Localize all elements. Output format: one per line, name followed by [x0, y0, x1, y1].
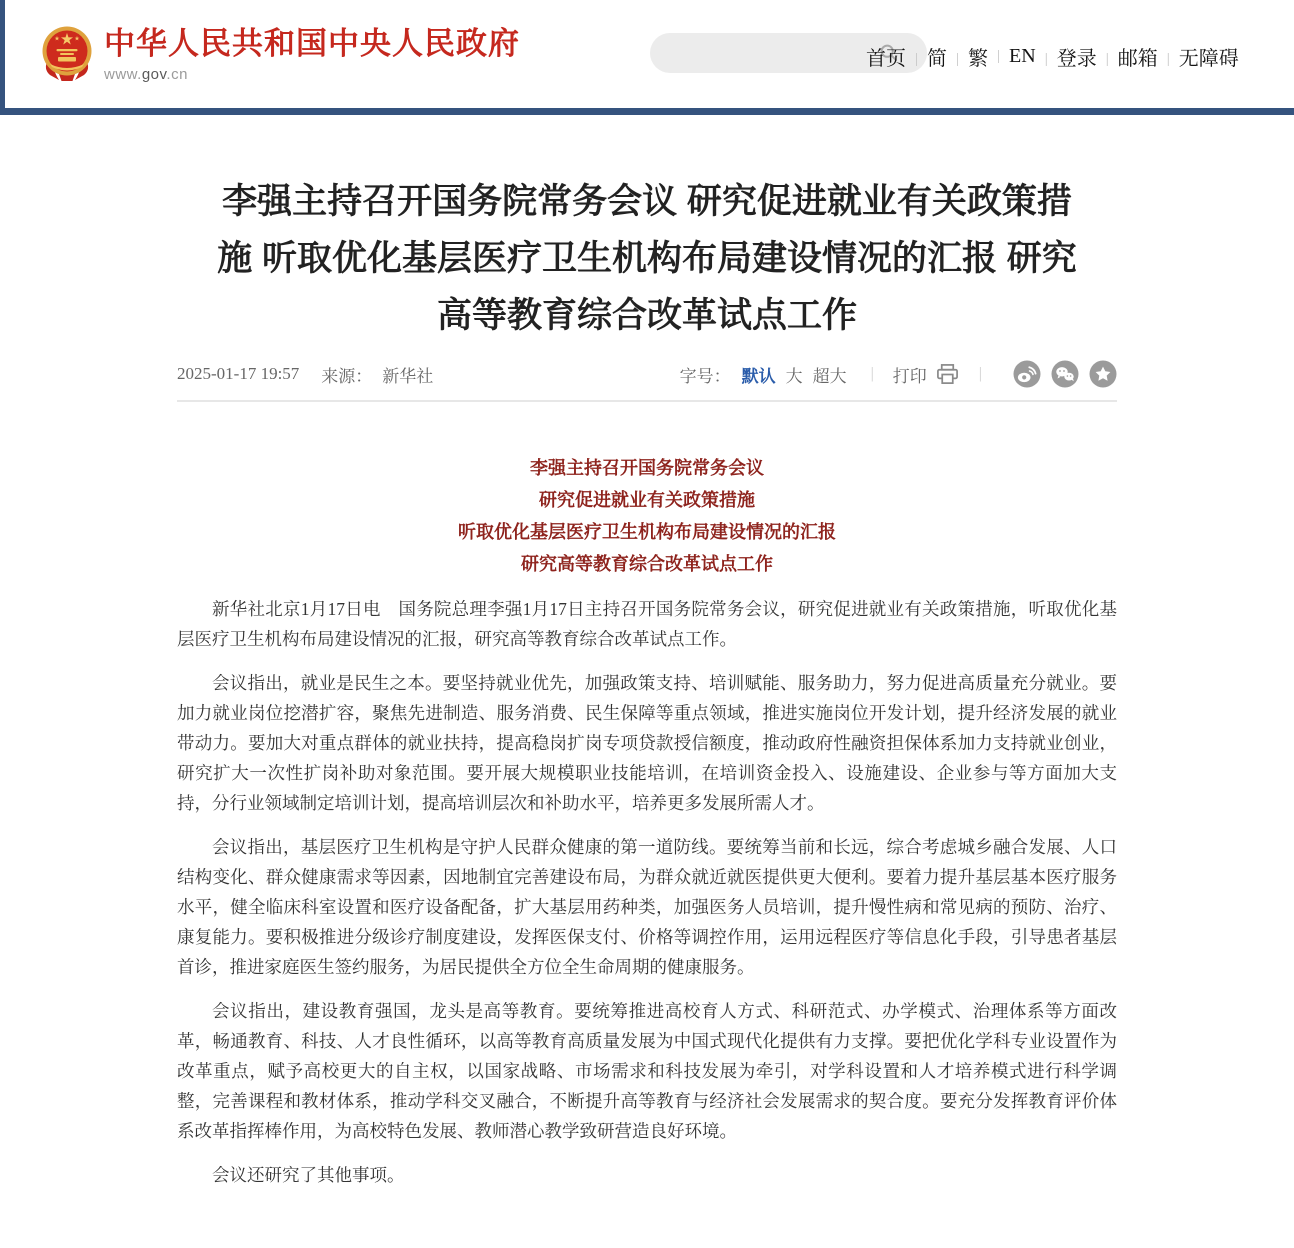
- svg-text:★: ★: [54, 37, 60, 42]
- wechat-icon[interactable]: [1051, 360, 1079, 388]
- print-button[interactable]: 打印: [893, 362, 960, 387]
- left-edge-accent: [0, 0, 5, 115]
- source-label: 来源：: [321, 366, 373, 386]
- article-title-line: 施 听取优化基层医疗卫生机构布局建设情况的汇报 研究: [217, 239, 1077, 278]
- national-emblem-logo: [40, 24, 94, 84]
- site-brand: [104, 27, 520, 83]
- top-nav-link[interactable]: | EN: [988, 45, 1036, 68]
- source-name: 新华社: [382, 366, 434, 386]
- top-nav-link[interactable]: | 简: [906, 42, 947, 71]
- paragraph: 会议指出，建设教育强国，龙头是高等教育。要统筹推进高校育人方式、科研范式、办学模式、治理体系等方面改革，畅通教育、科技、人才良性循环，以高等教育高质量发展为中国式现代化提供有力支撑。要把优化学科专业设置作为改革重点，赋予高校更大的自主权，以国家战略、市场需求和科技发展为牵引，对学科设置和人才培养模式进行科学调整，完善课程和教材体系，推动学科交叉融合，不断提升高等教育与经济社会发展需求的契合度。要充分发挥教育评价体系改革指挥棒作用，为高校特色发展、教师潜心教学致研营造良好环境。: [177, 1001, 1117, 1141]
- publish-date: 2025-01-17 19:57: [177, 364, 300, 383]
- paragraph: 会议指出，基层医疗卫生机构是守护人民群众健康的第一道防线。要统筹当前和长远，综合考虑城乡融合发展、人口结构变化、群众健康需求等因素，因地制宜完善建设布局，为群众就近就医提供更大便利。要着力提升基层基本医疗服务水平，健全临床科室设置和医疗设备配备，扩大基层用药种类，加强医务人员培训，提升慢性病和常见病的预防、治疗、康复能力。要积极推进分级诊疗制度建设，发挥医保支付、价格等调控作用，运用远程医疗等信息化手段，引导患者基层首诊，推进家庭医生签约服务，为居民提供全方位全生命周期的健康服务。: [177, 837, 1117, 977]
- article-subtitle-line: 研究促进就业有关政策措施: [539, 490, 755, 510]
- weibo-icon[interactable]: [1013, 360, 1041, 388]
- article-title-line: 高等教育综合改革试点工作: [436, 296, 857, 335]
- meta-separator: |: [870, 365, 874, 382]
- printer-icon: [935, 363, 960, 386]
- meta-separator: |: [978, 365, 982, 382]
- font-size-large-button[interactable]: 大: [785, 366, 803, 386]
- paragraph: 会议指出，就业是民生之本。要坚持就业优先，加强政策支持、培训赋能、服务助力，努力促进高质量充分就业。要加力就业岗位挖潜扩容，聚焦先进制造、服务消费、民生保障等重点领域，推进实施岗位开发计划，提升经济发展的就业带动力。要加大对重点群体的就业扶持，提高稳岗扩岗专项贷款授信额度，推动政府性融资担保体系加力支持就业创业，研究扩大一次性扩岗补助对象范围。要开展大规模职业技能培训，在培训资金投入、设施建设、企业参与等方面加大支持，分行业领域制定培训计划，提高培训层次和补助水平，培养更多发展所需人才。: [177, 673, 1117, 813]
- top-nav-link[interactable]: | 邮箱: [1097, 42, 1158, 71]
- top-nav-link[interactable]: | 无障碍: [1158, 42, 1239, 71]
- top-nav: [866, 42, 1239, 71]
- favorite-star-icon[interactable]: [1089, 360, 1117, 388]
- article-container: [177, 173, 1117, 1190]
- site-url: www.gov.cn: [104, 66, 188, 83]
- article-subtitle-line: 研究高等教育综合改革试点工作: [521, 554, 773, 574]
- article-subtitle-block: [177, 452, 1117, 580]
- search-input[interactable]: [668, 37, 872, 69]
- article-meta-bar: [177, 360, 1117, 402]
- share-buttons: [1003, 360, 1117, 388]
- navy-divider-bar: [0, 108, 1294, 115]
- font-size-label: 字号：: [679, 366, 731, 386]
- top-nav-link[interactable]: | 登录: [1036, 42, 1097, 71]
- top-nav-link[interactable]: | 繁: [947, 42, 988, 71]
- article-subtitle-line: 李强主持召开国务院常务会议: [530, 458, 764, 478]
- svg-text:★: ★: [74, 37, 80, 42]
- paragraph: 会议还研究了其他事项。: [212, 1165, 405, 1185]
- site-title: 中华人民共和国中央人民政府: [104, 26, 520, 61]
- site-header: [0, 0, 1294, 108]
- article-title-line: 李强主持召开国务院常务会议 研究促进就业有关政策措: [222, 182, 1072, 221]
- article-body: [177, 594, 1117, 1190]
- font-size-xlarge-button[interactable]: 超大: [812, 366, 847, 386]
- font-size-default-button[interactable]: 默认: [741, 366, 776, 386]
- article-meta-right: [680, 360, 1117, 388]
- top-nav-link[interactable]: 首页: [866, 48, 906, 70]
- article-title: [177, 173, 1117, 344]
- article-subtitle-line: 听取优化基层医疗卫生机构布局建设情况的汇报: [458, 522, 836, 542]
- svg-text:★: ★: [60, 31, 74, 47]
- paragraph: 新华社北京1月17日电 国务院总理李强1月17日主持召开国务院常务会议，研究促进就业有关政策措施，听取优化基层医疗卫生机构布局建设情况的汇报，研究高等教育综合改革试点工作。: [177, 599, 1117, 649]
- article-meta-left: [177, 362, 433, 387]
